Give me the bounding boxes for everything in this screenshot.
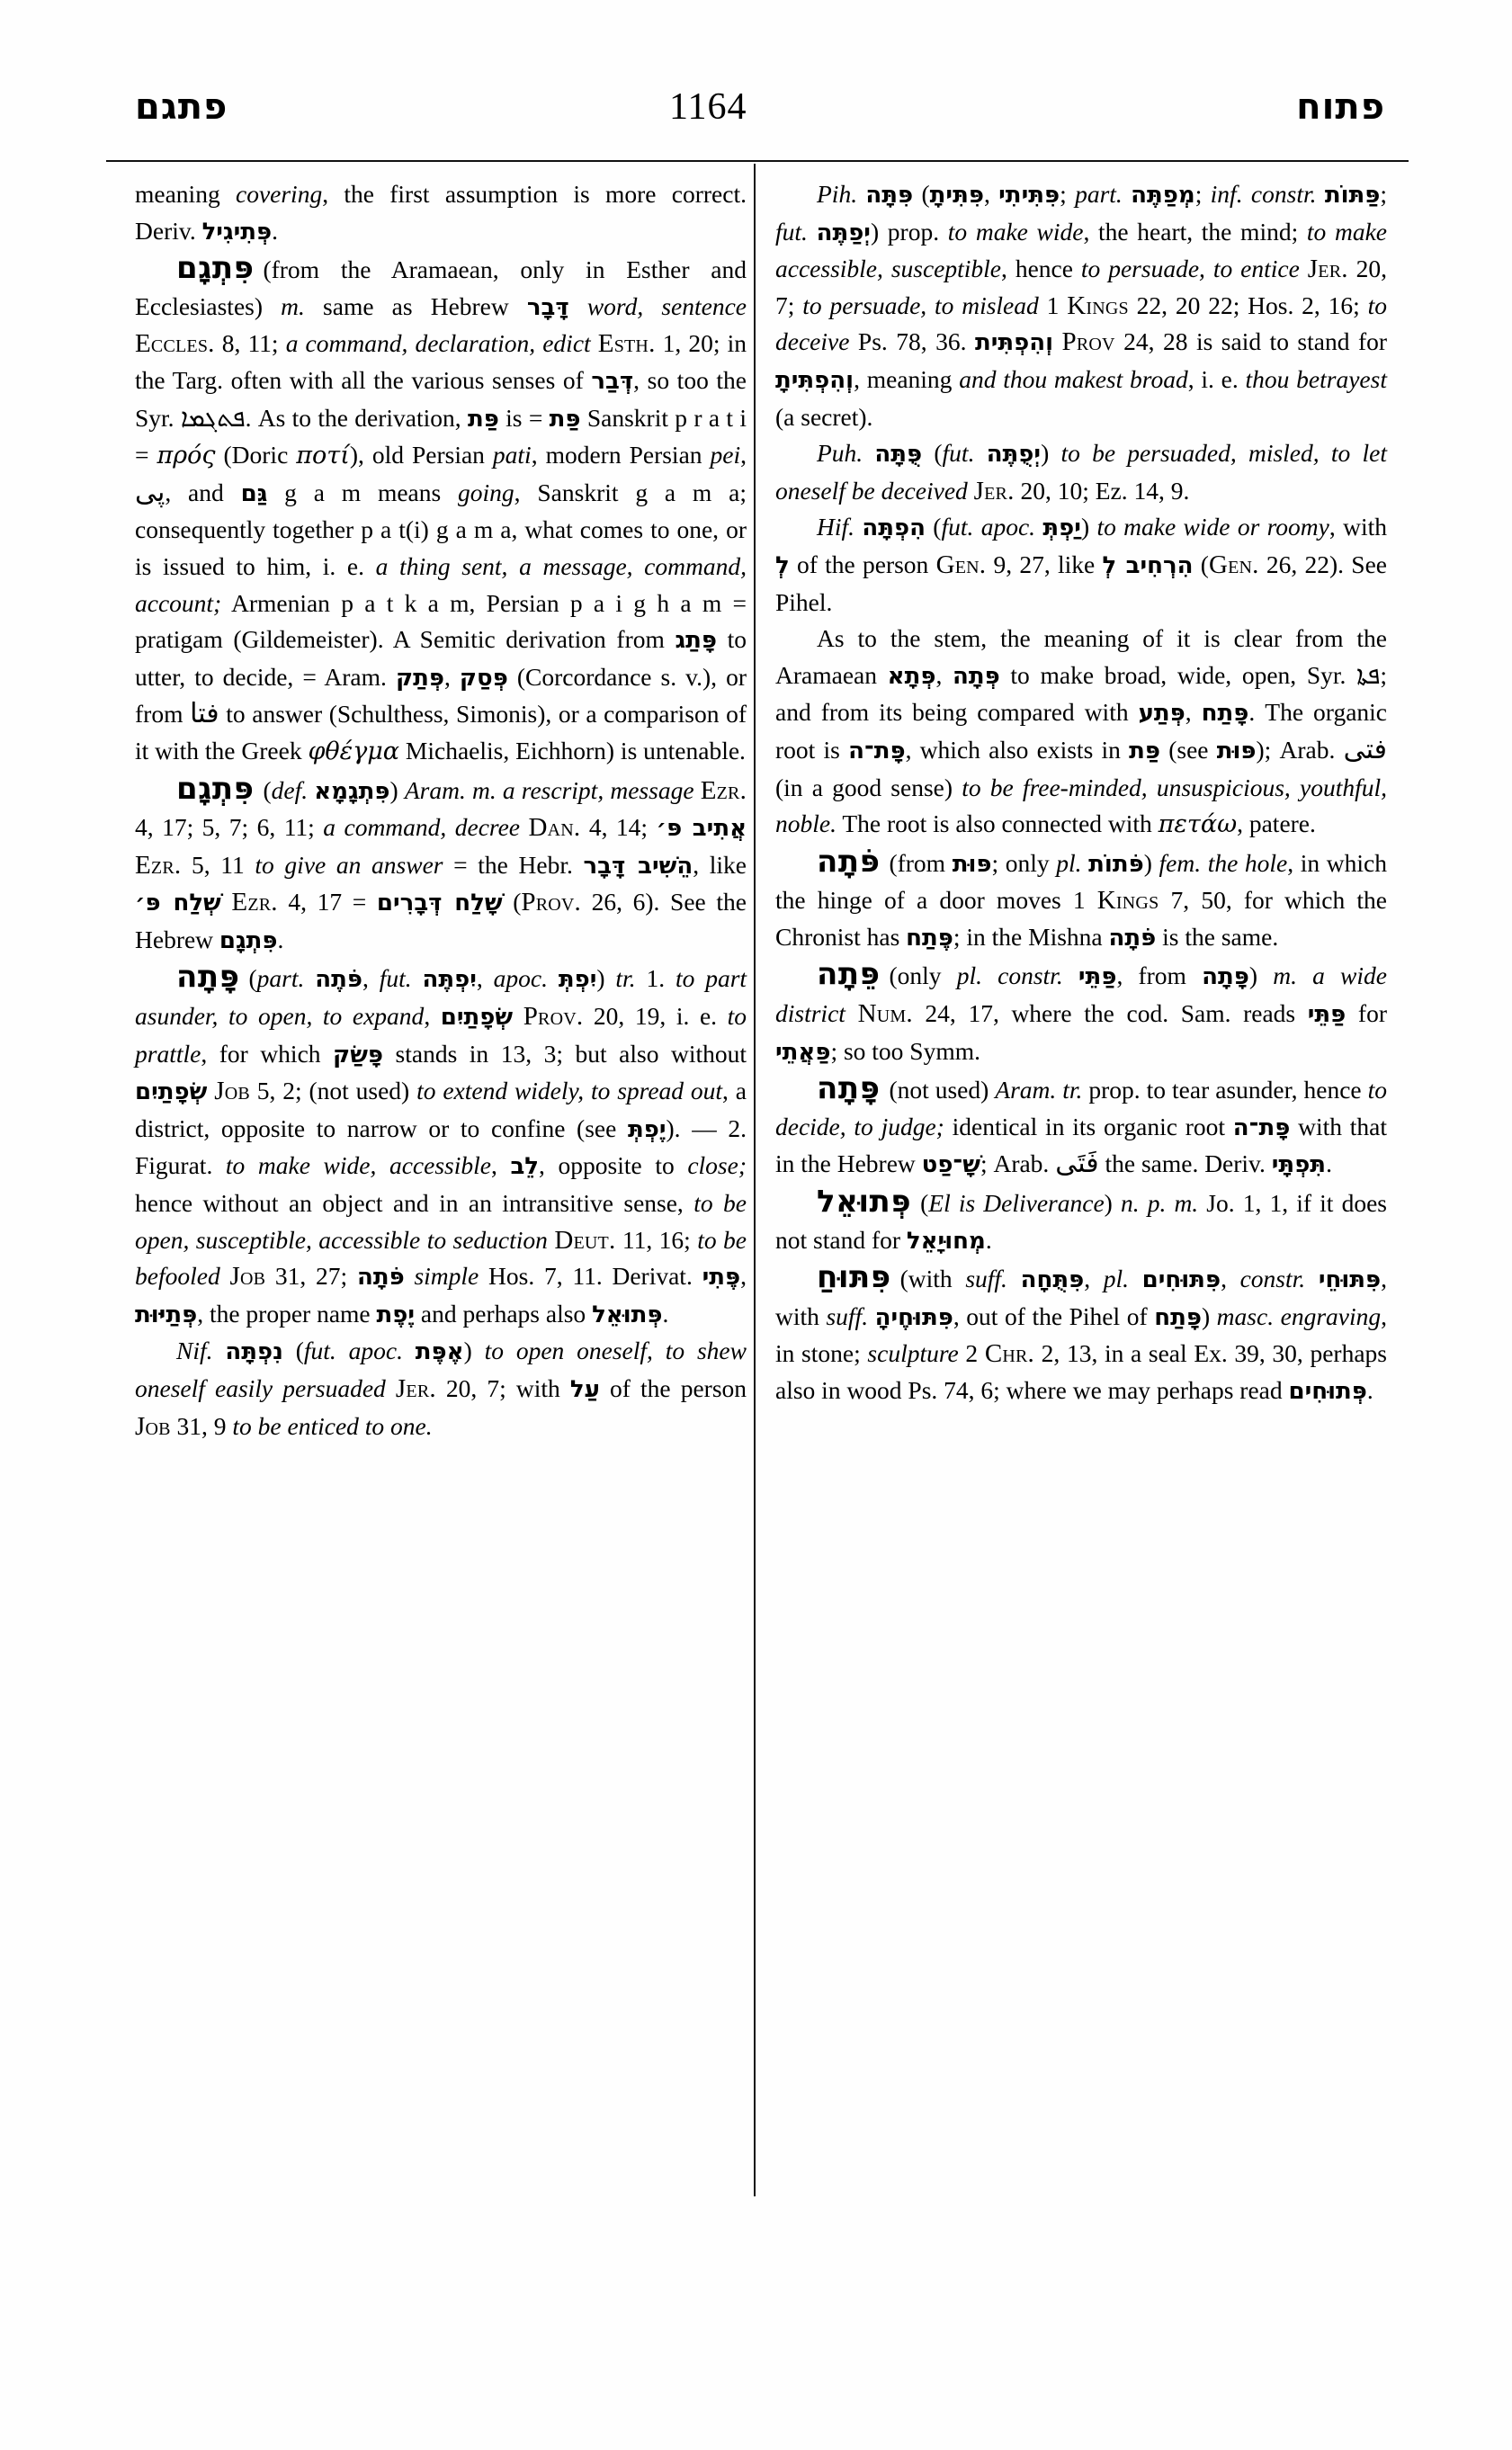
header-rule xyxy=(106,160,1409,162)
entry-pathah: פָּתָה (part. פֹּתֶה, fut. יִפְתֶּה, apoc. יִפְתְּ) tr. 1. to part asunder, to open, to expand, שְׂפָתַיִם Prov. 20, 19, i. e. to prattle, for which פָּשַׂק stands in 13, 3; but also without שְׂפָתַיִם Job 5, 2; (not used) to extend widely, to spread out, a district, opposite to narrow or to confine (see יֶפְתְּ). — 2. Figurat. to make wide, accessible, לֵב, opposite to close; hence without an object and in an intransitive sense, to be open, susceptible, accessible to seduction Deut. 11, 16; to be befooled Job 31, 27; פֹּתָה simple Hos. 7, 11. Derivat. פֶּתִי, פְּתַיּוּת, the proper name יֶפֶת and perhaps also פְּתוּאֵל. xyxy=(135,959,747,1328)
entry-lemma: פֹּתָה xyxy=(817,843,881,880)
paragraph-continuation: meaning covering, the first assumption is more correct. Deriv. פְּתִיגִיל. xyxy=(135,180,747,246)
entry-pihel: Pih. פִּתָּה (פִּתִּיתָ, פִּתִּיתִי; part. מְפַתֶּה; inf. constr. פַּתּוֹת; fut. יְפַתֶּה) prop. to make wide, the heart, the mind; to make accessible, susceptible, hence to persuade, to entice Jer. 20, 7; to persuade, to mislead 1 Kings 22, 20 22; Hos. 2, 16; to deceive Ps. 78, 36. וְהִפְתִּית Prov 24, 28 is said to stand for וְהִפְתִּיתָ, meaning and thou makest broad, i. e. thou betrayest (a secret). xyxy=(775,180,1388,431)
entry-pithgam-hebrew: פִּתְגָם (from the Aramaean, only in Esther and Ecclesiastes) m. same as Hebrew דָּבָר word, sentence Eccles. 8, 11; a command, declaration, edict Esth. 1, 20; in the Targ. often with all the various senses of דְּבַר, so too the Syr. ܦܬܓܡܐ. As to the derivation, פַּת is = פַּת Sanskrit p r a t i = πρός (Doric ποτί), old Persian pati, modern Persian pei, پی, and גַּם g a m means going, Sanskrit g a m a; consequently together p a t(i) g a m a, what comes to one, or is issued to him, i. e. a thing sent, a message, command, account; Armenian p a t k a m, Persian p a i g h a m = pratigam (Gildemeister). A Semitic derivation from פָּתַג to utter, to decide, = Aram. פְּתַק, פְּסַק (Corcordance s. v.), or from فتا to answer (Schulthess, Simonis), or a comparison of it with the Greek φθέγμα Michaelis, Eichhorn) is untenable. xyxy=(135,250,747,765)
paragraph-stem-discussion: As to the stem, the meaning of it is clear from the Aramaean פְּתָא, פְּתָה to make broad, wide, open, Syr. ܦܬܐ; and from its being compared with פְּתַע, פָּתַח. The organic root is פָּת־ה, which also exists in פַּת (see פּוּת); Arab. فتى (in a good sense) to be free-minded, unsuspicious, youthful, noble. The root is also connected with πετάω, patere. xyxy=(775,624,1388,839)
entry-niphal: Nif. נִפְתָּה (fut. apoc. אֶפֶּת) to open oneself, to shew oneself easily persuaded Jer. 20, 7; with עַל of the person Job 31, 9 to be enticed to one. xyxy=(135,1337,747,1441)
column-right xyxy=(775,176,1387,1410)
entry-puhal: Puh. פֻּתָּה (fut. יְפֻתֶּה) to be persuaded, misled, to let oneself be deceived Jer. 20, 10; Ez. 14, 9. xyxy=(775,439,1387,505)
page-number: 1164 xyxy=(669,86,747,128)
entry-lemma: פָּתָה xyxy=(817,1070,881,1107)
entry-lemma: פְּתוּאֵל xyxy=(817,1184,912,1221)
entry-pethuel: פְּתוּאֵל (El is Deliverance) n. p. m. Jo. 1, 1, if it does not stand for מְחוּיָאֵל. xyxy=(775,1184,1387,1255)
running-head xyxy=(135,85,1385,141)
entry-pithgam-aramaic: פִּתְגָם (def. פִּתְגָמָא) Aram. m. a rescript, message Ezr. 4, 17; 5, 7; 6, 11; a command, decree Dan. 4, 14; אֲתִיב פּ׳ Ezr. 5, 11 to give an answer = the Hebr. הֵשִׁיב דָּבָר, like שְׁלַח פּ׳ Ezr. 4, 17 = שָׁלַח דְּבָרִים (Prov. 26, 6). See the Hebrew פִּתְגָם. xyxy=(135,770,747,954)
entry-lemma: Puh. xyxy=(817,439,863,468)
entry-lemma: Pih. xyxy=(817,180,858,208)
column-divider-rule xyxy=(754,164,756,2196)
entry-lemma: פִּתְגָם xyxy=(176,250,255,287)
entry-lemma: פָּתָה xyxy=(176,959,240,996)
entry-lemma: Hif. xyxy=(817,513,855,541)
entry-lemma: Nif. xyxy=(176,1337,213,1365)
entry-pittuach: פִּתּוּחַ (with suff. פִּתֻּחָה, pl. פִּתּוּחִים, constr. פִּתּוּחֵי, with suff. פִּתּוּחֶיהָ, out of the Pihel of פָּתַח) masc. engraving, in stone; sculpture 2 Chr. 2, 13, in a seal Ex. 39, 30, perhaps also in wood Ps. 74, 6; where we may perhaps read פְּתוּחִים. xyxy=(775,1259,1388,1405)
entry-potah: פֹּתָה (from פּוּת; only pl. פֹּתוֹת) fem. the hole, in which the hinge of a door moves 1 Kings 7, 50, for which the Chronist has פֶּתַח; in the Mishna פֹּתָה is the same. xyxy=(775,843,1387,952)
entry-lemma: פִּתּוּחַ xyxy=(817,1259,891,1296)
entry-pethah: פֵּתָה (only pl. constr. פַּתֵּי, from פָּתָה) m. a wide district Num. 24, 17, where the cod. Sam. reads פַּתֵּי for פַּאֲתֵי; so too Symm. xyxy=(775,956,1387,1066)
entry-lemma: פֵּתָה xyxy=(817,956,881,993)
running-head-left-catchword: פתגם xyxy=(135,86,228,128)
entry-hiphil: Hif. הִפְתָּה (fut. apoc. יַפְתְּ) to make wide or roomy, with לְ of the person Gen. 9, 27, like הִרְחִיב לְ (Gen. 26, 22). See Pihel. xyxy=(775,513,1387,616)
column-left xyxy=(135,176,747,1444)
entry-pathah-aramaic: פָּתָה (not used) Aram. tr. prop. to tear asunder, hence to decide, to judge; identical in its organic root פָּת־ה with that in the Hebrew שָׁ־פַט; Arab. فَتَى the same. Deriv. תִּפְתָּי. xyxy=(775,1070,1387,1180)
running-head-right-catchword: פתוח xyxy=(1296,86,1385,128)
entry-lemma: פִּתְגָם xyxy=(176,770,255,807)
